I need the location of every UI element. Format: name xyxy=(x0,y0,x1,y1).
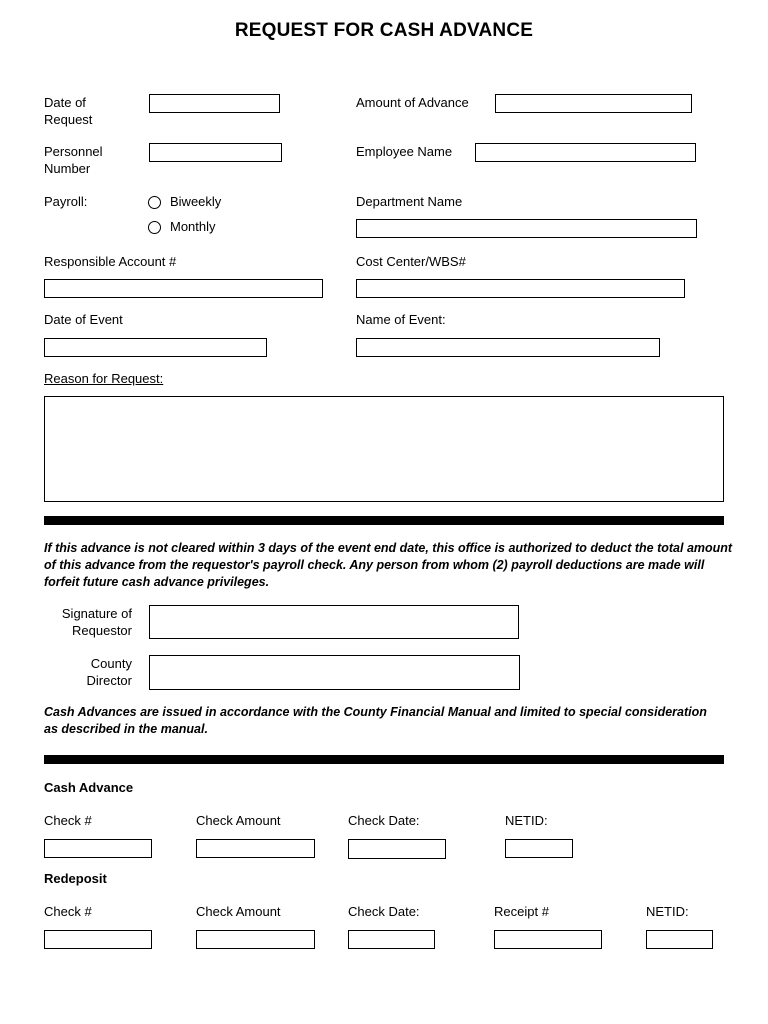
deduction-notice: If this advance is not cleared within 3 days of the event end date, this office is authorized to deduct the total amount of this advance from the requestor's payroll check. Any person from whom (2) payroll deductions are made will forfeit future cash advance privileges. xyxy=(44,541,733,589)
cost-center-label: Cost Center/WBS# xyxy=(356,254,466,269)
director-label xyxy=(44,655,132,689)
ca-netid-input[interactable] xyxy=(505,839,573,858)
rd-netid-input[interactable] xyxy=(646,930,713,949)
director-input[interactable] xyxy=(149,655,520,690)
rd-receipt-number-input[interactable] xyxy=(494,930,602,949)
rd-receipt-number-label: Receipt # xyxy=(494,904,549,919)
redeposit-heading: Redeposit xyxy=(44,871,107,886)
reason-label: Reason for Request: xyxy=(44,371,164,386)
name-of-event-input[interactable] xyxy=(356,338,660,357)
cost-center-input[interactable] xyxy=(356,279,685,298)
rd-netid-label: NETID: xyxy=(646,904,689,919)
ca-netid-label: NETID: xyxy=(505,813,548,828)
amount-of-advance-label: Amount of Advance xyxy=(356,95,469,110)
department-name-input[interactable] xyxy=(356,219,697,238)
biweekly-radio[interactable] xyxy=(148,196,161,209)
biweekly-label: Biweekly xyxy=(170,194,222,209)
employee-name-input[interactable] xyxy=(475,143,696,162)
rd-check-date-input[interactable] xyxy=(348,930,435,949)
policy-note: Cash Advances are issued in accordance with the County Financial Manual and limited to special consideration as described in the manual. xyxy=(44,705,707,736)
label-line: Request xyxy=(44,112,93,127)
ca-check-number-label: Check # xyxy=(44,813,92,828)
ca-check-amount-label: Check Amount xyxy=(196,813,281,828)
signature-label xyxy=(44,605,132,639)
label-line: Date of xyxy=(44,95,86,110)
ca-check-number-input[interactable] xyxy=(44,839,152,858)
amount-of-advance-input[interactable] xyxy=(495,94,692,113)
payroll-label: Payroll: xyxy=(44,194,88,209)
rd-check-date-label: Check Date: xyxy=(348,904,420,919)
date-of-request-input[interactable] xyxy=(149,94,280,113)
section-divider xyxy=(44,755,724,764)
section-divider xyxy=(44,516,724,525)
personnel-number-input[interactable] xyxy=(149,143,282,162)
label-line: County xyxy=(90,656,132,671)
date-of-event-input[interactable] xyxy=(44,338,267,357)
ca-check-date-input[interactable] xyxy=(348,839,446,859)
responsible-account-input[interactable] xyxy=(44,279,323,298)
cash-advance-heading: Cash Advance xyxy=(44,780,134,795)
department-name-label: Department Name xyxy=(356,194,463,209)
ca-check-date-label: Check Date: xyxy=(348,813,420,828)
label-line: Requestor xyxy=(72,623,132,638)
monthly-label: Monthly xyxy=(170,219,216,234)
label-line: Director xyxy=(86,673,132,688)
ca-check-amount-input[interactable] xyxy=(196,839,315,858)
personnel-number-label xyxy=(44,143,103,177)
label-line: Signature of xyxy=(61,606,132,621)
date-of-request-label xyxy=(44,94,92,128)
label-line: Personnel xyxy=(44,144,103,159)
signature-input[interactable] xyxy=(149,605,519,639)
monthly-radio[interactable] xyxy=(148,221,161,234)
responsible-account-label: Responsible Account # xyxy=(44,254,177,269)
rd-check-number-label: Check # xyxy=(44,904,92,919)
rd-check-amount-input[interactable] xyxy=(196,930,315,949)
rd-check-amount-label: Check Amount xyxy=(196,904,281,919)
rd-check-number-input[interactable] xyxy=(44,930,152,949)
page-title: REQUEST FOR CASH ADVANCE xyxy=(234,20,534,41)
date-of-event-label: Date of Event xyxy=(44,312,123,327)
reason-textarea[interactable] xyxy=(44,396,724,502)
name-of-event-label: Name of Event: xyxy=(356,312,446,327)
employee-name-label: Employee Name xyxy=(356,144,453,159)
label-line: Number xyxy=(44,161,91,176)
